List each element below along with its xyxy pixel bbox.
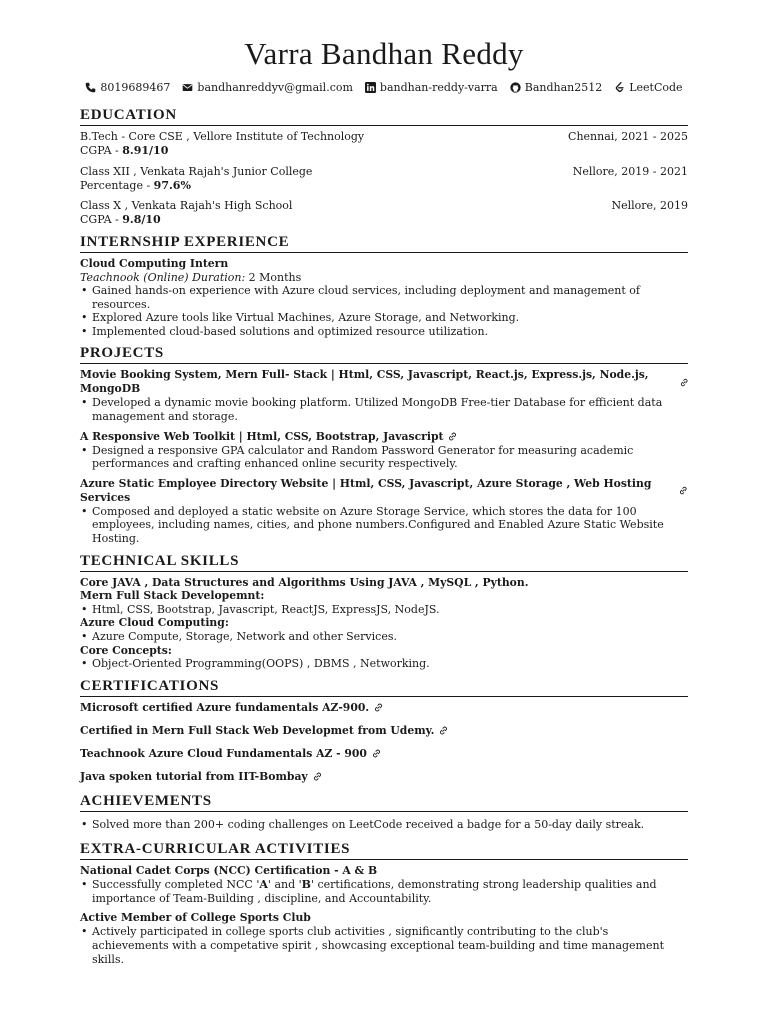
section-title: EXTRA-CURRICULAR ACTIVITIES: [80, 841, 688, 860]
linkedin-icon: [365, 82, 376, 93]
contact-leetcode[interactable]: LeetCode: [614, 81, 682, 94]
projects-section: [80, 345, 688, 545]
section-title: INTERNSHIP EXPERIENCE: [80, 234, 688, 253]
link-icon[interactable]: [372, 749, 381, 758]
activity-entry: National Cadet Corps (NCC) Certification - A & B • Successfully completed NCC 'A' and 'B' certifications, demonstrating strong leadership qualities and importance of Team-Building , discipline, and Accountability.: [80, 864, 688, 905]
certification-item: Teachnook Azure Cloud Fundamentals AZ - 900: [80, 747, 688, 761]
project-entry: Movie Booking System, Mern Full- Stack | Html, CSS, Javascript, React.js, Express.js, Node.js, MongoDB • Developed a dynamic movie booking platform. Utilized MongoDB Free-tier Database for efficient data management and storage.: [80, 368, 688, 423]
certifications-section: [80, 678, 688, 784]
section-title: CERTIFICATIONS: [80, 678, 688, 697]
skills-core: Core JAVA , Data Structures and Algorithms Using JAVA , MySQL , Python.: [80, 575, 529, 589]
link-icon[interactable]: [374, 703, 383, 712]
project-entry: A Responsive Web Toolkit | Html, CSS, Bootstrap, Javascript • Designed a responsive GPA calculator and Random Password Generator for measuring academic performances and crafting enhanced online security respectively.: [80, 430, 688, 471]
contact-email[interactable]: bandhanreddyv@gmail.com: [182, 81, 353, 94]
certification-item: Java spoken tutorial from IIT-Bombay: [80, 770, 688, 784]
candidate-name: Varra Bandhan Reddy: [244, 36, 524, 71]
contact-linkedin[interactable]: bandhan-reddy-varra: [365, 81, 498, 94]
achievements-section: ACHIEVEMENTS • Solved more than 200+ coding challenges on LeetCode received a badge for a 50-day daily streak.: [80, 793, 688, 832]
section-title: PROJECTS: [80, 345, 688, 364]
section-title: EDUCATION: [80, 107, 688, 126]
envelope-icon: [182, 82, 193, 93]
link-icon[interactable]: [439, 726, 448, 735]
project-entry: Azure Static Employee Directory Website | Html, CSS, Javascript, Azure Storage , Web Hosting Services • Composed and deployed a static website on Azure Storage Service, which stores the data for 100 employees, including names, cities, and phone numbers.Configured and Enabled Azure Static Website Hosting.: [80, 477, 688, 546]
leetcode-icon: [614, 82, 625, 93]
education-entry: Class X , Venkata Rajah's High School Nellore, 2019 CGPA - 9.8/10: [80, 199, 688, 226]
phone-icon: [85, 82, 96, 93]
internship-section: INTERNSHIP EXPERIENCE Cloud Computing Intern Teachnook (Online) Duration: 2 Months • Gained hands-on experience with Azure cloud services, including deployment and management of resources. • Explored Azure tools like Virtual Machines, Azure Storage, and Networking. • Implemented cloud-based solutions and optimized resource utilization.: [80, 234, 688, 339]
certification-item: Certified in Mern Full Stack Web Developmet from Udemy.: [80, 724, 688, 738]
skills-section: TECHNICAL SKILLS Core JAVA , Data Structures and Algorithms Using JAVA , MySQL , Python. Mern Full Stack Developemnt: • Html, CSS, Bootstrap, Javascript, ReactJS, ExpressJS, NodeJS. Azure Cloud Computing: • Azure Compute, Storage, Network and other Services. Core Concepts: • Object-Oriented Programming(OOPS) , DBMS , Networking.: [80, 553, 688, 671]
activity-entry: Active Member of College Sports Club • Actively participated in college sports club activities , significantly contributing to the club's achievements with a competative spirit , showcasing exceptional team-building and time management skills.: [80, 911, 688, 966]
link-icon[interactable]: [448, 432, 457, 441]
certification-item: Microsoft certified Azure fundamentals AZ-900.: [80, 701, 688, 715]
github-icon: [510, 82, 521, 93]
internship-role: Cloud Computing Intern: [80, 256, 229, 270]
education-entry: Class XII , Venkata Rajah's Junior College Nellore, 2019 - 2021 Percentage - 97.6%: [80, 164, 688, 192]
extracurricular-section: [80, 841, 688, 966]
contact-github[interactable]: Bandhan2512: [510, 81, 603, 94]
internship-bullets: • Gained hands-on experience with Azure cloud services, including deployment and management of resources. • Explored Azure tools like Virtual Machines, Azure Storage, and Networking. • Implemented cloud-based solutions and optimized resource utilization.: [80, 284, 688, 338]
link-icon[interactable]: [680, 378, 688, 387]
activity-bullet: • Successfully completed NCC 'A' and 'B' certifications, demonstrating strong leadership qualities and importance of Team-Building , discipline, and Accountability.: [80, 878, 688, 905]
section-title: TECHNICAL SKILLS: [80, 553, 688, 572]
link-icon[interactable]: [679, 486, 688, 495]
contact-bar: [80, 74, 688, 100]
section-title: ACHIEVEMENTS: [80, 793, 688, 812]
education-section: [80, 107, 688, 227]
education-entry: B.Tech - Core CSE , Vellore Institute of Technology Chennai, 2021 - 2025 CGPA - 8.91/10: [80, 130, 688, 157]
contact-phone[interactable]: 8019689467: [85, 81, 170, 94]
link-icon[interactable]: [313, 772, 322, 781]
